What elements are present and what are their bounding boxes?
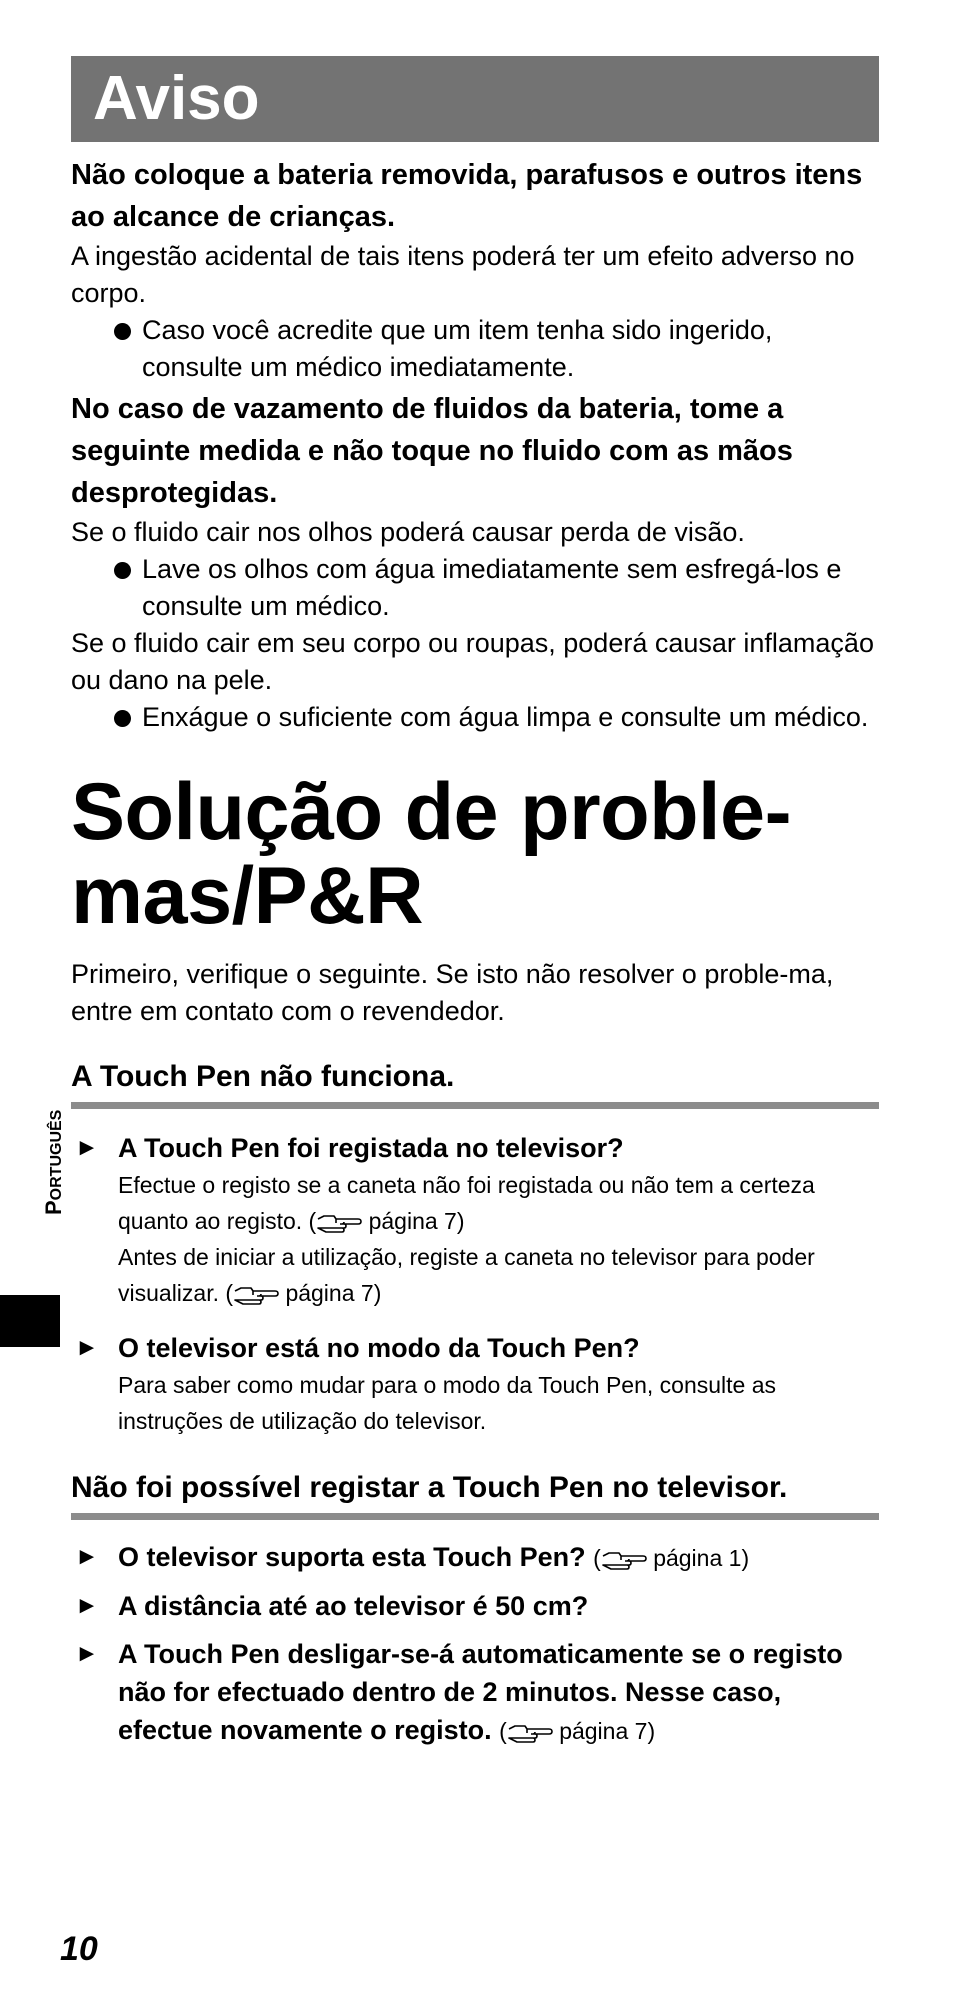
warning-text-2: Se o fluido cair nos olhos poderá causar perda de visão. [71, 517, 745, 547]
section-divider [71, 1513, 879, 1520]
arrow-icon: ► [75, 1592, 99, 1619]
page-reference[interactable]: ( página 7) [225, 1280, 382, 1306]
qa-item [71, 1587, 879, 1625]
side-label-rest: ORTUGUÊS [48, 1109, 65, 1201]
pointing-hand-icon [233, 1285, 279, 1305]
answer [118, 1167, 879, 1239]
answer [118, 1239, 879, 1311]
side-label-initial: P [41, 1200, 66, 1215]
answer-text: Efectue o registo se a caneta não foi registada ou não tem a certeza quanto ao registo. [118, 1172, 815, 1234]
qa-item [71, 1635, 879, 1750]
section-heading: Não foi possível registar a Touch Pen no televisor. [71, 1471, 788, 1504]
question: A distância até ao televisor é 50 cm? [118, 1591, 589, 1621]
arrow-icon: ► [75, 1134, 99, 1161]
qa-item [71, 1538, 879, 1577]
page-title-line-1: Solução de proble- [71, 767, 792, 857]
arrow-icon: ► [75, 1334, 99, 1361]
qa-item [71, 1329, 879, 1439]
question-text: A Touch Pen desligar-se-á automaticamente se o registo não for efectuado dentro de 2 minutos. Nesse caso, efectue novamente o registo. [118, 1639, 843, 1745]
warning-bullet-1: Caso você acredite que um item tenha sido ingerido, consulte um médico imediatamente. [71, 312, 879, 386]
warning-heading-1: Não coloque a bateria removida, parafusos e outros itens ao alcance de crianças. [71, 159, 863, 233]
pointing-hand-icon [507, 1723, 553, 1743]
warning-title: Aviso [93, 64, 260, 133]
warning-banner [71, 56, 879, 142]
question: A Touch Pen foi registada no televisor? [118, 1133, 624, 1163]
question: O televisor está no modo da Touch Pen? [118, 1333, 640, 1363]
warning-text-1: A ingestão acidental de tais itens poderá ter um efeito adverso no corpo. [71, 241, 855, 308]
page-reference[interactable]: ( página 7) [308, 1208, 465, 1234]
arrow-icon: ► [75, 1640, 99, 1667]
page-reference[interactable]: ( página 7) [499, 1718, 656, 1744]
pointing-hand-icon [601, 1550, 647, 1570]
reference-text: página 1 [653, 1545, 742, 1571]
section-pen-not-working [71, 1058, 879, 1439]
page-number: 10 [60, 1930, 98, 1968]
reference-text: página 7 [285, 1280, 374, 1306]
section-divider [71, 1102, 879, 1109]
question [118, 1635, 879, 1750]
page-reference[interactable]: ( página 1) [593, 1545, 750, 1571]
answer-text: Para saber como mudar para o modo da Touch Pen, consulte as instruções de utilização do televisor. [118, 1372, 777, 1434]
section-registration-failed [71, 1469, 879, 1750]
section-heading: A Touch Pen não funciona. [71, 1060, 455, 1093]
warning-bullet-2: Lave os olhos com água imediatamente sem esfregá-los e consulte um médico. [71, 551, 879, 625]
answer-text: Antes de iniciar a utilização, registe a caneta no televisor para poder visualizar. [118, 1244, 815, 1306]
page-title-line-2: mas/P&R [71, 851, 424, 941]
language-tab-marker [0, 1295, 60, 1347]
warning-bullet-3: Enxágue o suficiente com água limpa e consulte um médico. [71, 699, 879, 736]
arrow-icon: ► [75, 1543, 99, 1570]
question [118, 1538, 879, 1577]
manual-page [71, 56, 879, 1750]
language-side-label [43, 1110, 68, 1215]
page-title [71, 767, 879, 941]
reference-text: página 7 [559, 1718, 648, 1744]
qa-item [71, 1129, 879, 1311]
reference-text: página 7 [368, 1208, 457, 1234]
intro-text: Primeiro, verifique o seguinte. Se isto não resolver o proble-ma, entre em contato com o revendedor. [71, 959, 834, 1026]
pointing-hand-icon [316, 1213, 362, 1233]
warning-heading-2: No caso de vazamento de fluidos da bateria, tome a seguinte medida e não toque no fluido com as mãos desprotegidas. [71, 393, 793, 509]
warning-text-3: Se o fluido cair em seu corpo ou roupas, poderá causar inflamação ou dano na pele. [71, 628, 874, 695]
question-text: O televisor suporta esta Touch Pen? [118, 1542, 586, 1572]
